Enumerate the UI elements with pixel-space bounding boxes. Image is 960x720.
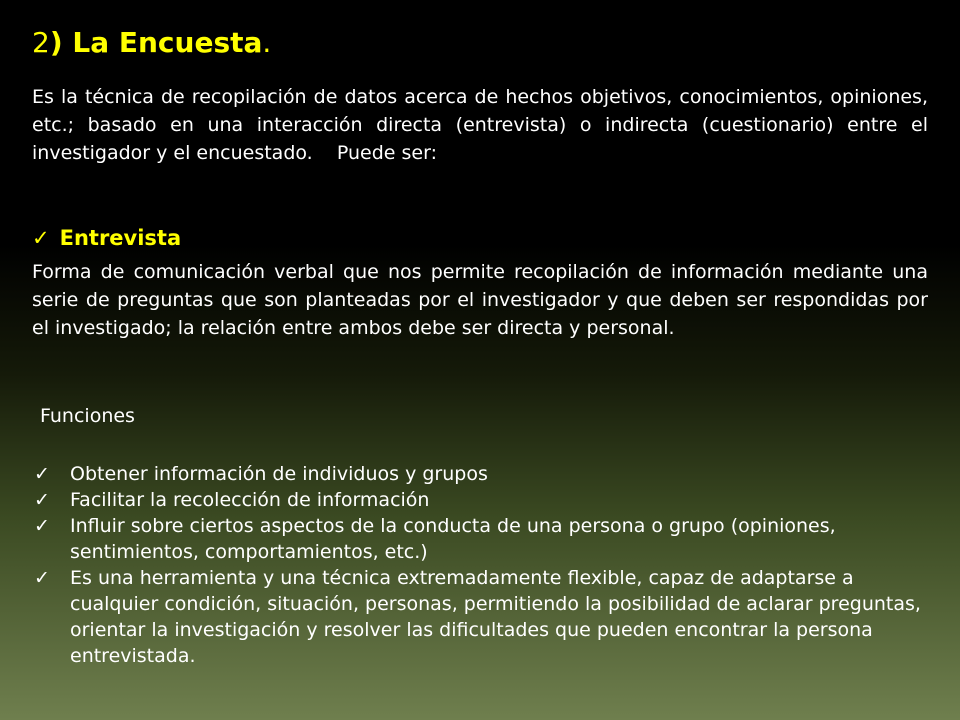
- list-item-text: Es una herramienta y una técnica extremadamente flexible, capaz de adaptarse a cualquier condición, situación, personas, permitiendo la posibilidad de aclarar preguntas, orientar la investigación y resolver las dificultades que pueden encontrar la persona entrevistada.: [70, 567, 921, 667]
- section-description: Forma de comunicación verbal que nos permite recopilación de información mediante una serie de preguntas que son planteadas por el investigador y que deben ser respondidas por el investigado; la relación entre ambos debe ser directa y personal.: [32, 261, 928, 339]
- list-item-text: Obtener información de individuos y grupos: [70, 463, 488, 485]
- check-icon: ✓: [32, 226, 50, 250]
- check-icon: ✓: [34, 489, 50, 511]
- list-item-text: Facilitar la recolección de información: [70, 489, 430, 511]
- check-icon: ✓: [34, 567, 50, 589]
- functions-list: [32, 461, 932, 669]
- intro-paragraph: Es la técnica de recopilación de datos acerca de hechos objetivos, conocimientos, opiniones, etc.; basado en una interacción directa (entrevista) o indirecta (cuestionario) entre el investigador y el encuestado. Puede ser:: [32, 86, 935, 164]
- section-heading-text: Entrevista: [59, 226, 182, 250]
- title-text: ) La Encuesta: [49, 26, 263, 59]
- check-icon: ✓: [34, 463, 50, 485]
- title-dot: .: [262, 26, 272, 59]
- list-item: [32, 461, 932, 487]
- functions-label: Funciones: [40, 405, 135, 427]
- list-item: [32, 513, 932, 565]
- check-icon: ✓: [34, 515, 50, 537]
- list-item-text: Influir sobre ciertos aspectos de la conducta de una persona o grupo (opiniones, sentimientos, comportamientos, etc.): [70, 515, 836, 563]
- section-heading: [32, 226, 181, 250]
- title-number: 2: [32, 26, 50, 59]
- list-item: [32, 565, 932, 669]
- list-item: [32, 487, 932, 513]
- slide-title: [32, 26, 271, 59]
